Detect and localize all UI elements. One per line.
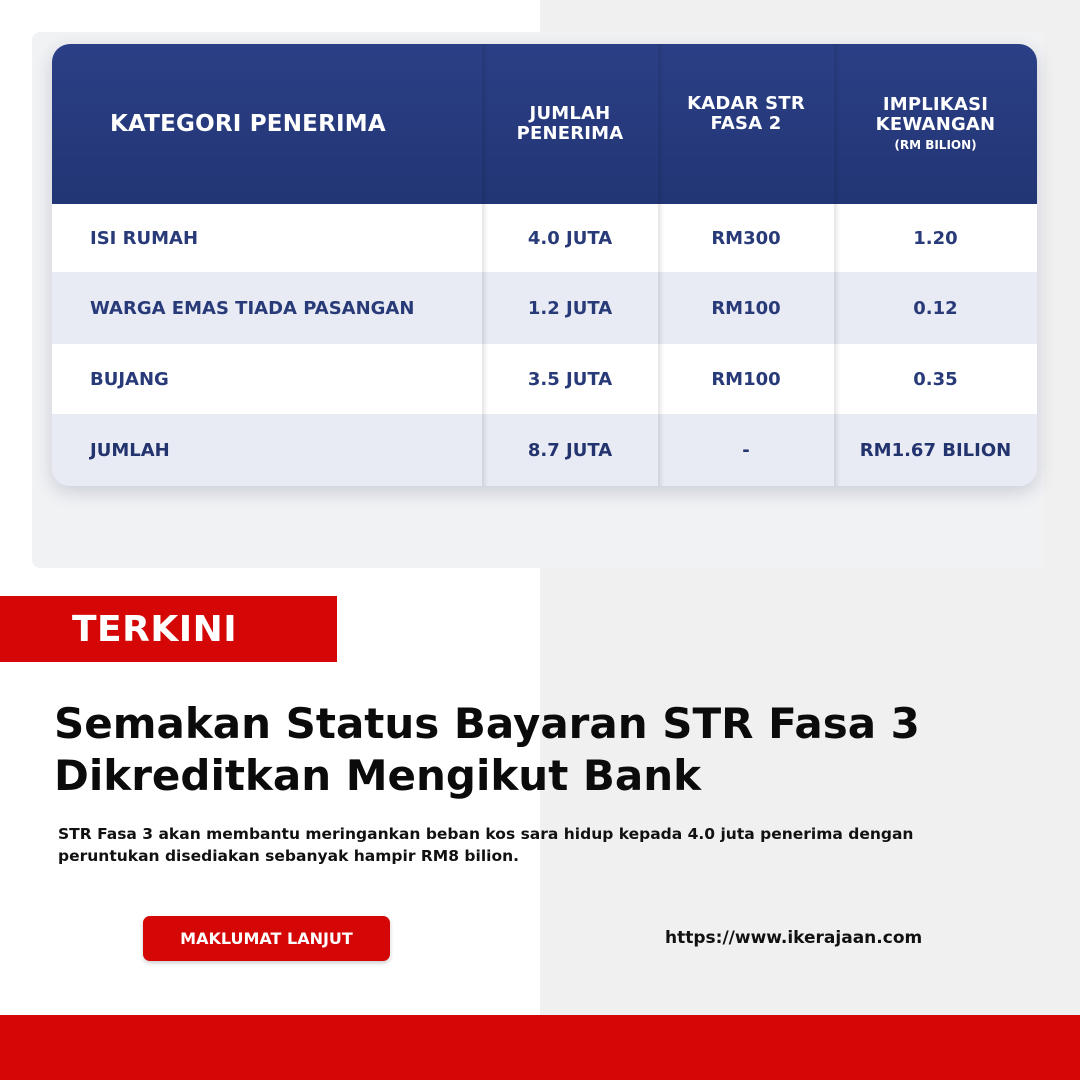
headline-line-1: Semakan Status Bayaran STR Fasa 3 (54, 699, 920, 748)
maklumat-lanjut-button[interactable]: MAKLUMAT LANJUT (143, 916, 390, 961)
description-line-2: peruntukan disediakan sebanyak hampir RM8 bilion. (58, 847, 520, 865)
cell-kadar: RM100 (711, 368, 781, 390)
table-total-row (52, 414, 1037, 486)
website-link[interactable]: https://www.ikerajaan.com (665, 928, 923, 948)
terkini-badge: TERKINI (0, 596, 337, 662)
cell-implikasi: 1.20 (913, 227, 958, 249)
cell-jumlah: 3.5 JUTA (527, 368, 613, 390)
cell-kategori: BUJANG (90, 368, 169, 390)
header-jumlah-penerima: JUMLAH PENERIMA (516, 103, 624, 144)
description-line-1: STR Fasa 3 akan membantu meringankan beban kos sara hidup kepada 4.0 juta penerima dengan (58, 825, 914, 843)
cell-jumlah: 8.7 JUTA (527, 439, 613, 461)
headline (54, 698, 1054, 802)
header-kadar-str: KADAR STR FASA 2 (687, 93, 805, 134)
column-divider (834, 44, 840, 486)
cell-implikasi: RM1.67 BILION (859, 439, 1012, 461)
header-kategori-penerima: KATEGORI PENERIMA (110, 111, 386, 137)
cell-kategori: ISI RUMAH (90, 227, 199, 249)
footer-red-bar (0, 1015, 1080, 1080)
cell-kadar: RM100 (711, 297, 781, 319)
column-divider (482, 44, 488, 486)
description (58, 823, 1038, 867)
table-row (52, 344, 1037, 414)
cell-kadar: RM300 (711, 227, 781, 249)
cell-kategori: WARGA EMAS TIADA PASANGAN (90, 297, 415, 319)
header-implikasi-kewangan: IMPLIKASI KEWANGAN (RM BILION) (875, 94, 996, 152)
cell-kadar: - (742, 439, 750, 461)
headline-line-2: Dikreditkan Mengikut Bank (54, 751, 702, 800)
cell-implikasi: 0.12 (913, 297, 958, 319)
str-rates-table (52, 44, 1037, 486)
cell-kategori: JUMLAH (90, 439, 170, 461)
column-divider (658, 44, 664, 486)
table-row (52, 272, 1037, 344)
cell-implikasi: 0.35 (913, 368, 958, 390)
table-row (52, 204, 1037, 272)
cell-jumlah: 4.0 JUTA (527, 227, 613, 249)
cell-jumlah: 1.2 JUTA (527, 297, 613, 319)
